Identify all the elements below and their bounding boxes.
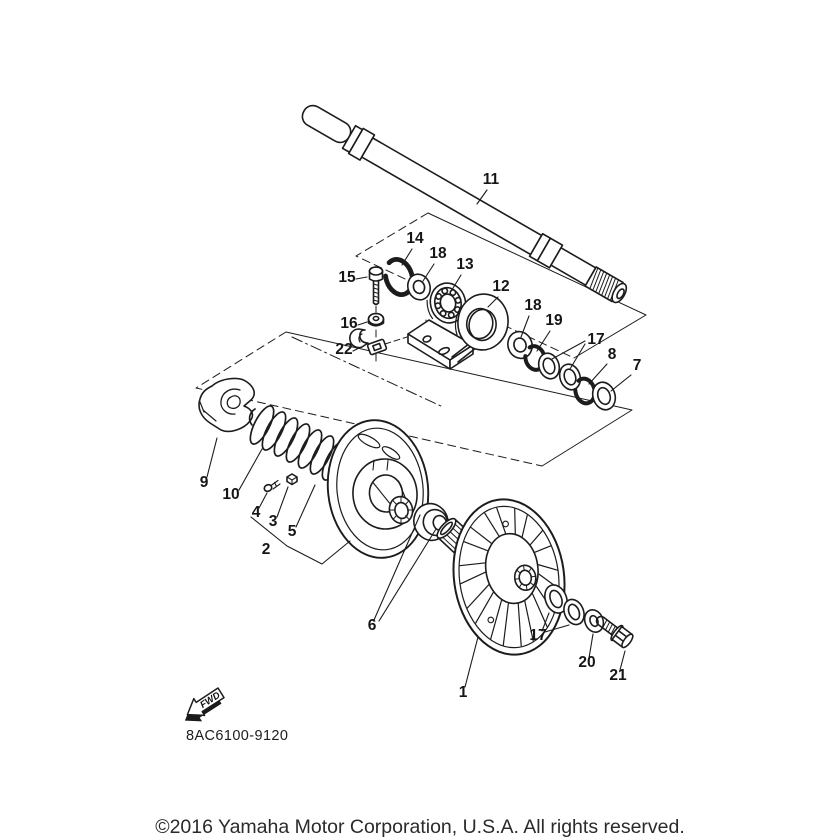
part-washer-20 <box>581 607 606 635</box>
callout-14: 14 <box>406 230 424 247</box>
callout-3: 3 <box>268 513 278 530</box>
callout-4: 4 <box>251 504 261 521</box>
callout-18a: 18 <box>429 245 447 262</box>
callout-17a: 17 <box>587 331 605 348</box>
copyright-text: ©2016 Yamaha Motor Corporation, U.S.A. All rights reserved. <box>155 816 685 838</box>
callout-22: 22 <box>335 341 353 358</box>
callout-8: 8 <box>607 346 617 363</box>
callout-6: 6 <box>367 617 377 634</box>
part-cam-9 <box>199 379 254 432</box>
drawing-code: 8AC6100-9120 <box>186 728 289 744</box>
callout-19: 19 <box>545 312 563 329</box>
callout-20: 20 <box>578 654 596 671</box>
part-washer-18a <box>405 271 434 303</box>
part-clamp-22 <box>350 329 387 355</box>
callout-1: 1 <box>458 684 468 701</box>
part-fixed-sheave-1 <box>444 492 575 662</box>
callout-11: 11 <box>482 171 500 188</box>
part-bolt-15 <box>370 267 383 304</box>
callout-17b: 17 <box>529 627 547 644</box>
callout-7: 7 <box>632 357 642 374</box>
callout-5: 5 <box>287 523 297 540</box>
callout-9: 9 <box>199 474 209 491</box>
part-washer-17b <box>556 362 583 393</box>
callout-21: 21 <box>609 667 627 684</box>
part-sliding-sheave <box>321 415 435 563</box>
part-nut-16 <box>369 314 384 326</box>
callout-18b: 18 <box>524 297 542 314</box>
callout-12: 12 <box>492 278 510 295</box>
callout-13: 13 <box>456 256 474 273</box>
callout-2: 2 <box>261 541 271 558</box>
part-bolt-4 <box>263 481 280 493</box>
callout-10: 10 <box>222 486 240 503</box>
fwd-arrow-label: FWD <box>198 689 223 711</box>
callout-15: 15 <box>338 269 356 286</box>
callout-16: 16 <box>340 315 358 332</box>
fwd-arrow-icon <box>185 688 224 721</box>
part-nut-3 <box>287 474 297 485</box>
